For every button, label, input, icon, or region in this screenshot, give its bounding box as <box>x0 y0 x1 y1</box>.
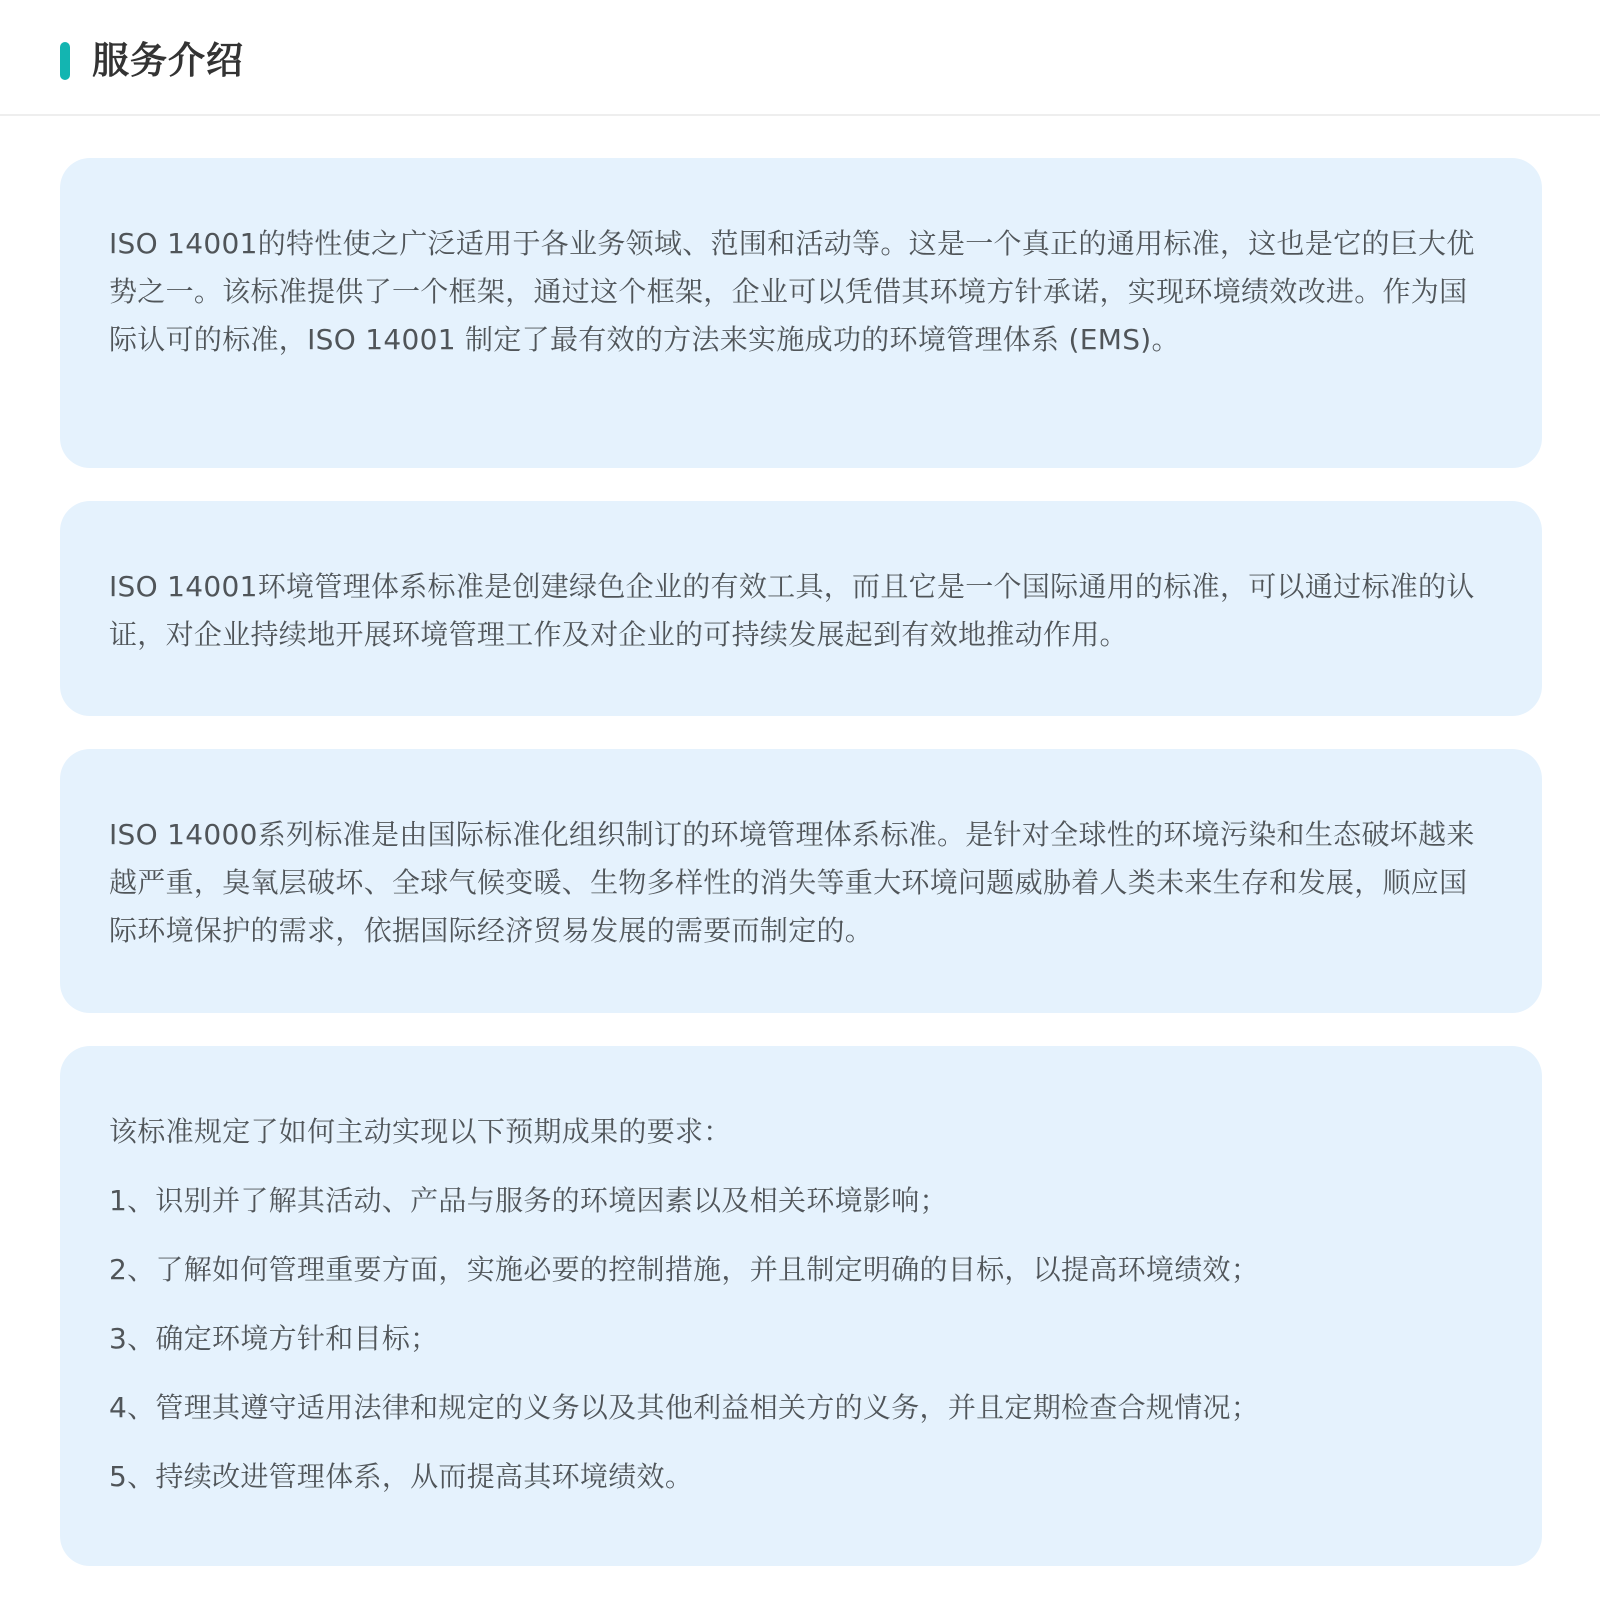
section-header <box>0 0 1600 116</box>
card-text: ISO 14001环境管理体系标准是创建绿色企业的有效工具，而且它是一个国际通用的标准，可以通过标准的认证，对企业持续地开展环境管理工作及对企业的可持续发展起到有效地推动作用。 <box>109 570 1475 651</box>
card-text: ISO 14001的特性使之广泛适用于各业务领域、范围和活动等。这是一个真正的通用标准，这也是它的巨大优势之一。该标准提供了一个框架，通过这个框架，企业可以凭借其环境方针承诺，实现环境绩效改进。作为国际认可的标准，ISO 14001 制定了最有效的方法来实施成功的环境管理体系 (EMS)。 <box>109 227 1475 356</box>
intro-card-3 <box>60 749 1542 1013</box>
requirement-item: 5、持续改进管理体系，从而提高其环境绩效。 <box>109 1460 694 1493</box>
requirement-item: 2、了解如何管理重要方面，实施必要的控制措施，并且制定明确的目标，以提高环境绩效； <box>109 1253 1260 1286</box>
section-title: 服务介绍 <box>92 39 244 82</box>
accent-bar <box>60 42 70 80</box>
requirements-intro: 该标准规定了如何主动实现以下预期成果的要求： <box>109 1115 732 1148</box>
intro-card-1 <box>60 158 1542 468</box>
requirements-card <box>60 1046 1542 1566</box>
requirement-item: 1、识别并了解其活动、产品与服务的环境因素以及相关环境影响； <box>109 1184 948 1217</box>
card-text: ISO 14000系列标准是由国际标准化组织制订的环境管理体系标准。是针对全球性的环境污染和生态破坏越来越严重，臭氧层破坏、全球气候变暖、生物多样性的消失等重大环境问题威胁着人类未来生存和发展，顺应国际环境保护的需求，依据国际经济贸易发展的需要而制定的。 <box>109 818 1475 947</box>
intro-card-2 <box>60 501 1542 716</box>
requirement-item: 4、管理其遵守适用法律和规定的义务以及其他利益相关方的义务，并且定期检查合规情况； <box>109 1391 1260 1424</box>
requirement-item: 3、确定环境方针和目标； <box>109 1322 439 1355</box>
